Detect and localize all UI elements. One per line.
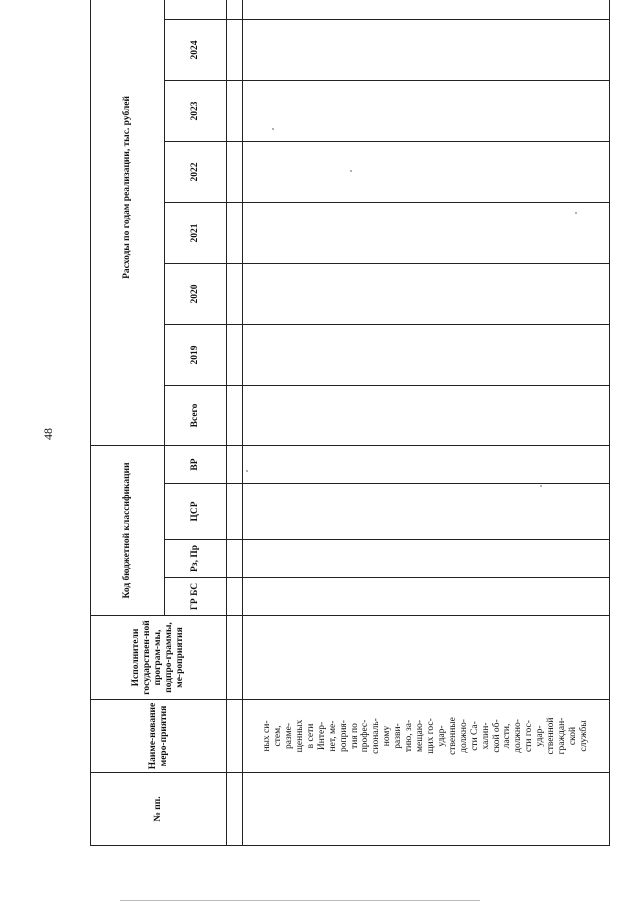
spacer-cell bbox=[227, 324, 243, 385]
header-grbs: ГР БС bbox=[165, 578, 227, 616]
header-number: № пп. bbox=[91, 773, 227, 846]
spacer-cell bbox=[227, 700, 243, 773]
cell-grbs bbox=[243, 578, 610, 616]
cell-activity-name: ных си- стем, разме- щенных в сети Интер- нет, ме- роприя- тия по профес- сиональ- ному разви- тию, за- мещаю- щих гос- удар- ственные должно- сти Са- халин- ской об- ласти, должно- сти гос- удар- ственной граждан- ской службы bbox=[243, 700, 610, 773]
scan-speck bbox=[272, 128, 274, 130]
cell-vr bbox=[243, 445, 610, 483]
spacer-cell bbox=[227, 19, 243, 80]
header-year-2021: 2021 bbox=[165, 202, 227, 263]
cell-2019 bbox=[243, 324, 610, 385]
scan-speck bbox=[246, 470, 248, 472]
header-year-2024: 2024 bbox=[165, 19, 227, 80]
spacer-cell bbox=[227, 141, 243, 202]
budget-table bbox=[90, 0, 610, 846]
cell-executors bbox=[243, 616, 610, 700]
cell-2020 bbox=[243, 263, 610, 324]
scan-speck bbox=[540, 485, 542, 487]
spacer-cell bbox=[227, 0, 243, 19]
spacer-cell bbox=[227, 773, 243, 846]
header-total: Всего bbox=[165, 385, 227, 445]
header-year-2023: 2023 bbox=[165, 80, 227, 141]
spacer-cell bbox=[227, 578, 243, 616]
header-year-2022: 2022 bbox=[165, 141, 227, 202]
header-activity-name: Наиме-нование меро-приятия bbox=[91, 700, 227, 773]
spacer-cell bbox=[227, 202, 243, 263]
spacer-cell bbox=[227, 80, 243, 141]
cell-2022 bbox=[243, 141, 610, 202]
cell-rzpr bbox=[243, 540, 610, 578]
bottom-scan-line bbox=[120, 900, 480, 901]
spacer-cell bbox=[227, 540, 243, 578]
page-number: 48 bbox=[41, 428, 55, 440]
header-year-2019: 2019 bbox=[165, 324, 227, 385]
header-executors: Исполнители государствен-ной програм-мы, подпро-граммы, ме-роприятия bbox=[91, 616, 227, 700]
cell-total bbox=[243, 385, 610, 445]
header-vr: ВР bbox=[165, 445, 227, 483]
header-csr: ЦСР bbox=[165, 484, 227, 540]
header-year-2025 bbox=[165, 0, 227, 19]
cell-2025 bbox=[243, 0, 610, 19]
cell-2021 bbox=[243, 202, 610, 263]
cell-2023 bbox=[243, 80, 610, 141]
spacer-cell bbox=[227, 445, 243, 483]
header-year-2020: 2020 bbox=[165, 263, 227, 324]
cell-number bbox=[243, 773, 610, 846]
header-budget-code-group: Код бюджетной классификации bbox=[91, 445, 165, 615]
header-expenses-group: Расходы по годам реализации, тыс. рублей bbox=[91, 0, 165, 445]
spacer-cell bbox=[227, 484, 243, 540]
scan-speck bbox=[575, 212, 577, 214]
spacer-cell bbox=[227, 385, 243, 445]
spacer-cell bbox=[227, 263, 243, 324]
spacer-cell bbox=[227, 616, 243, 700]
header-rzpr: Рз, Пр bbox=[165, 540, 227, 578]
cell-2024 bbox=[243, 19, 610, 80]
scan-speck bbox=[350, 170, 352, 172]
cell-csr bbox=[243, 484, 610, 540]
budget-table-container bbox=[90, 23, 610, 846]
